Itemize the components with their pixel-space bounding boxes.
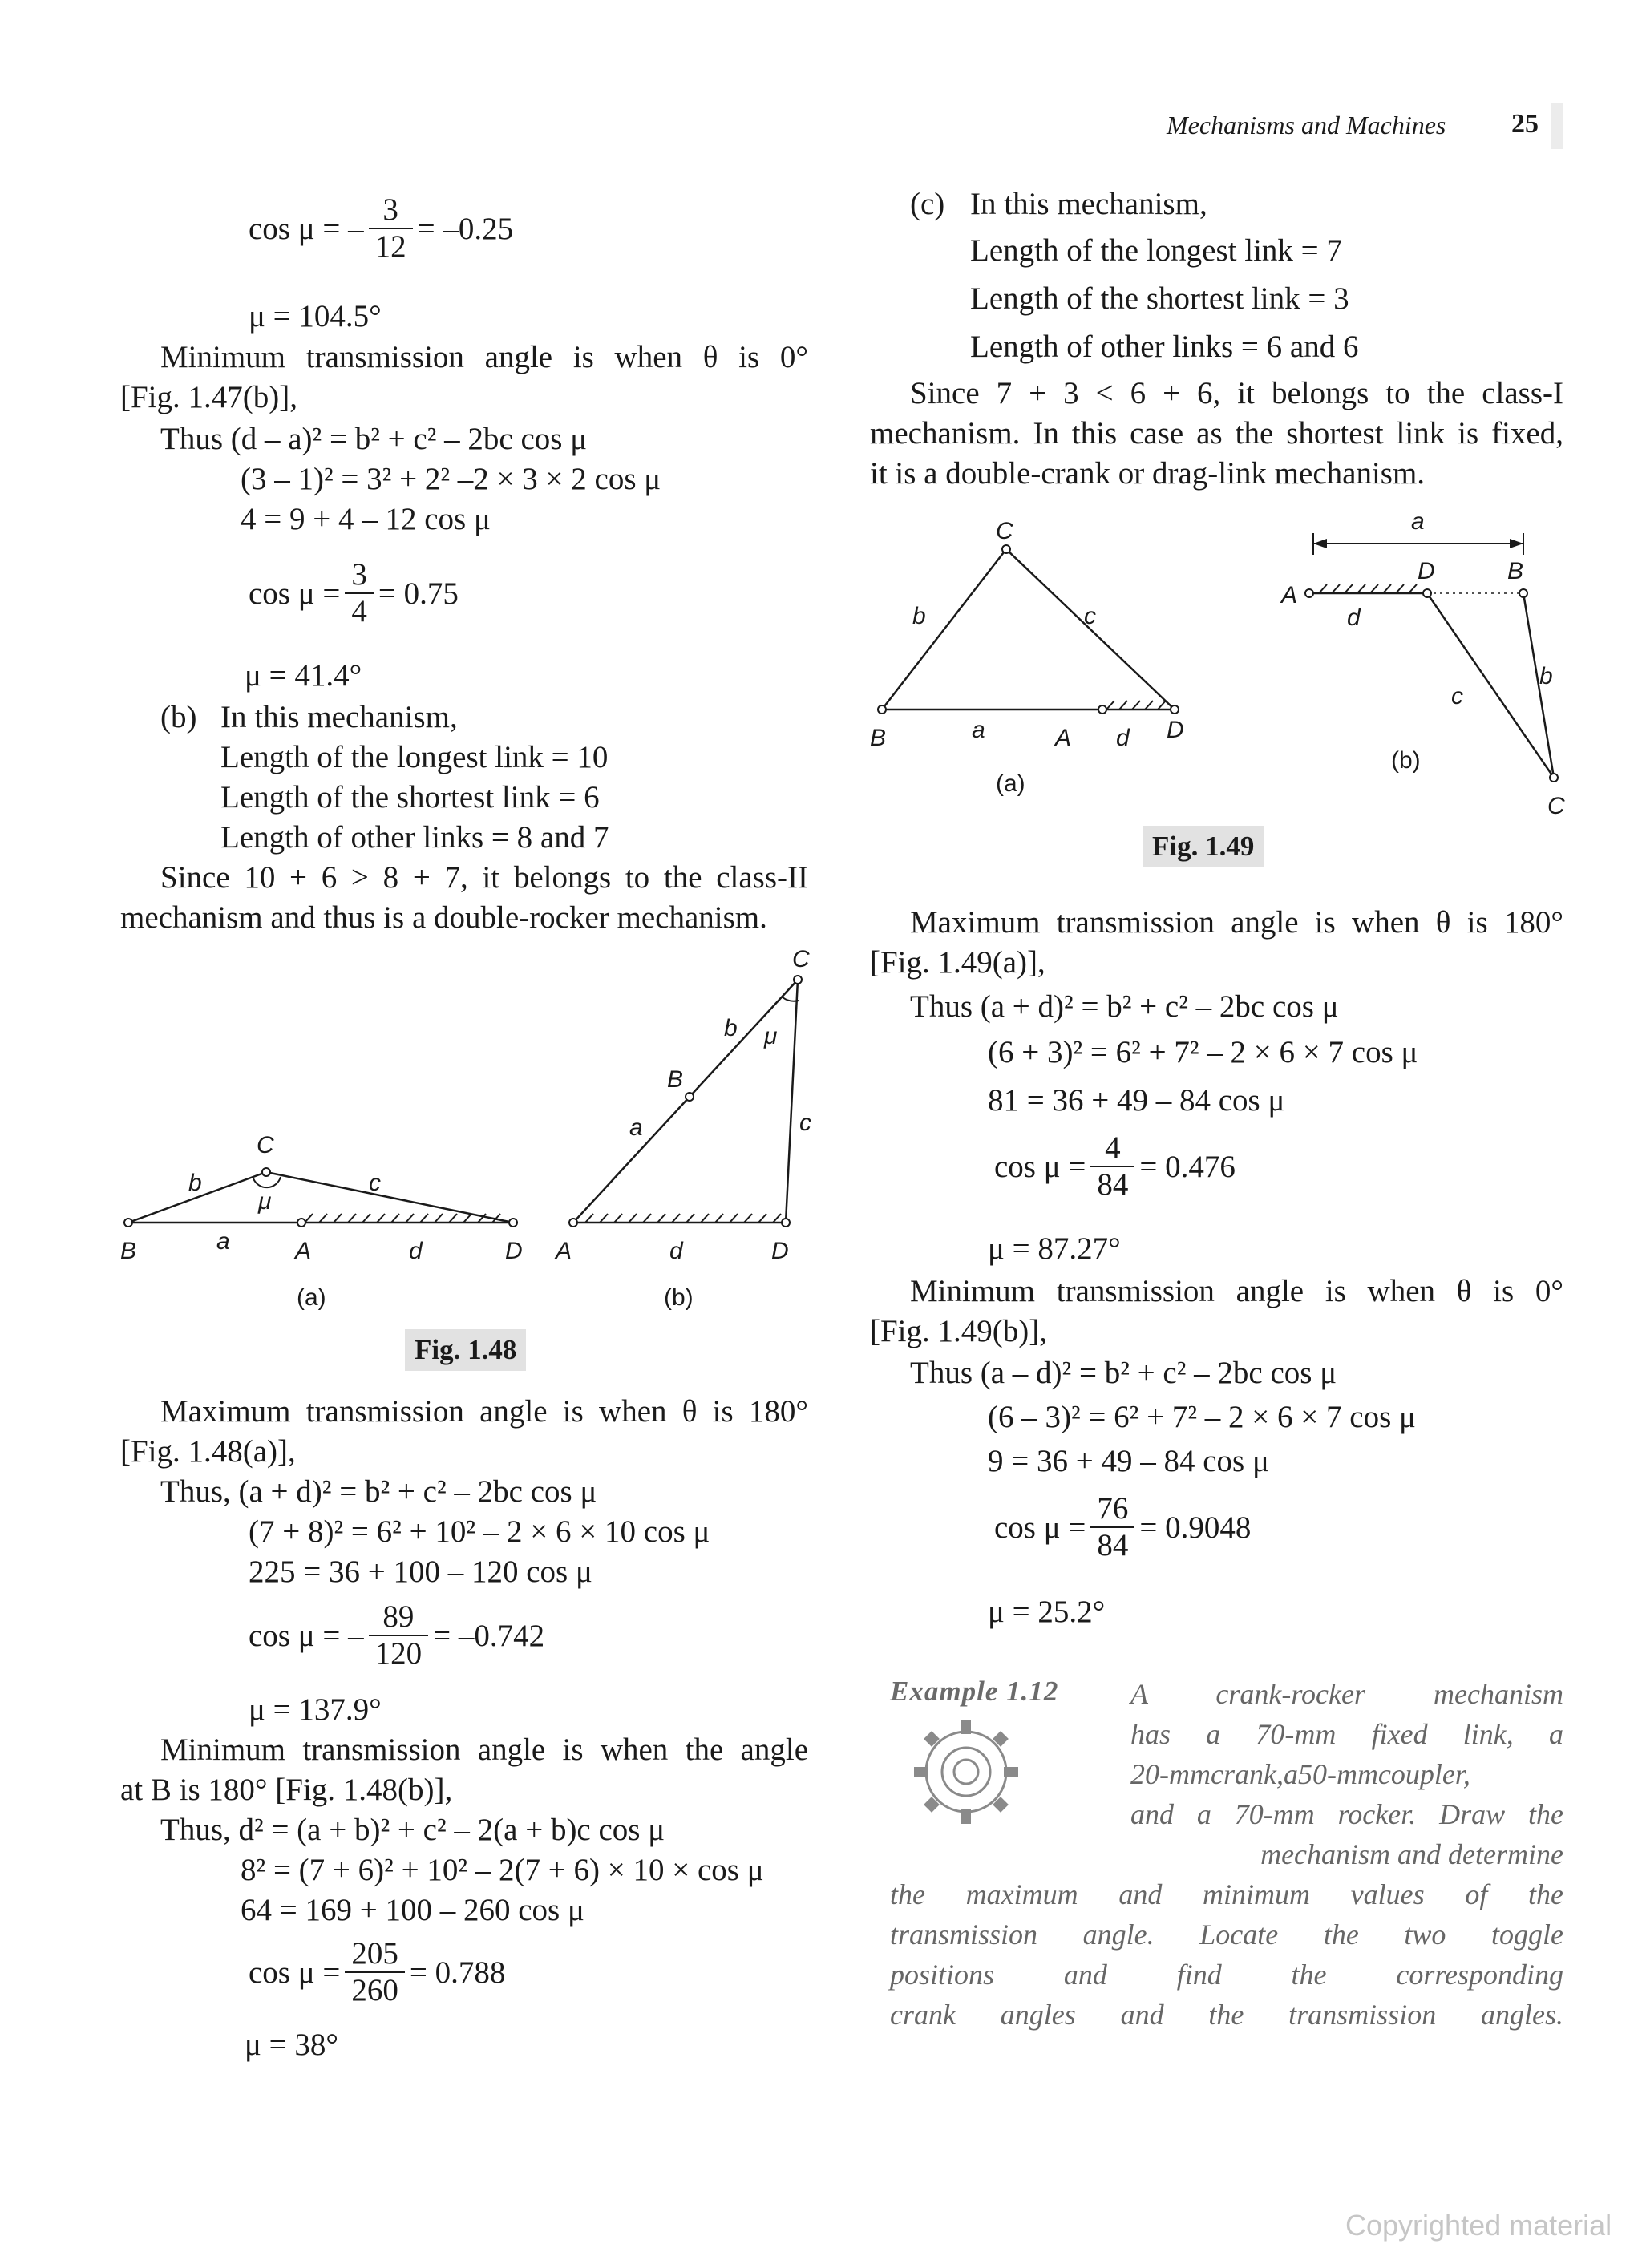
fig-1-48b [554,946,811,1311]
label-A: A [556,1238,572,1264]
paragraph-line: at B is 180° [Fig. 1.48(b)], [120,1773,453,1807]
list-label-b: (b) [160,700,197,734]
paragraph-line: Minimum transmission angle is when θ is 0° [160,340,808,374]
joint-D [509,1219,517,1227]
example-heading: Example 1.12 [890,1676,1059,1707]
equation-cos-mu-5: cos μ = $\frac{4}{84}$ = 0.476 [994,1130,1236,1202]
example-text-line: crank angles and the transmission angles. [890,1999,1563,2031]
example-text-line: transmission angle. Locate the two toggle [890,1918,1563,1951]
paragraph-line: Minimum transmission angle is when θ is 0° [910,1274,1563,1308]
joint-B [878,705,886,714]
equation-line: 9 = 36 + 49 – 84 cos μ [988,1444,1269,1478]
ground-hatch [305,1214,500,1223]
joint-D [1423,589,1431,597]
equation-line: Thus (a – d)² = b² + c² – 2bc cos μ [910,1356,1337,1390]
ground-hatch [1319,584,1417,593]
mu-result-1: μ = 104.5° [249,299,382,334]
example-text-line: 20-mmcrank,a50-mmcoupler, [1130,1758,1470,1790]
joint-B [124,1219,132,1227]
list-label-c: (c) [910,187,945,221]
equation-line: 4 = 9 + 4 – 12 cos μ [241,502,491,536]
equation-cos-mu-3: cos μ = – $\frac{89}{120}$ = –0.742 [249,1599,545,1671]
paragraph-line: Length of the shortest link = 6 [220,780,600,815]
label-a: a [972,717,985,743]
paragraph-line: Length of the shortest link = 3 [970,281,1349,316]
joint-C [1550,774,1558,782]
copyright-notice: Copyrighted material [1345,2209,1612,2242]
page-number: 25 [1511,109,1539,139]
equation-cos-mu-4: cos μ = $\frac{205}{260}$ = 0.788 [249,1936,506,2007]
caption-a: (a) [996,770,1025,797]
label-c: c [799,1110,811,1136]
mu-result-4: μ = 38° [245,2027,338,2062]
page-edge-shade [1551,103,1563,149]
joint-A [1098,705,1106,714]
link-c [266,1172,513,1223]
paragraph-line: mechanism and thus is a double-rocker mechanism. [120,900,767,935]
example-text-line: mechanism and determine [1260,1838,1563,1870]
mu-result-2: μ = 41.4° [245,658,362,693]
label-d: d [1347,604,1361,631]
label-B: B [120,1238,137,1264]
label-b: b [1539,663,1553,689]
paragraph-line: it is a double-crank or drag-link mechanism. [870,456,1426,491]
label-mu: μ [258,1188,272,1215]
label-c: c [369,1170,381,1196]
gear-icon [894,1712,1038,1832]
paragraph-line: Length of other links = 6 and 6 [970,329,1359,364]
label-b: b [188,1170,202,1196]
paragraph-line: Length of the longest link = 10 [220,740,609,774]
label-mu: μ [764,1023,778,1049]
mu-result-3: μ = 137.9° [249,1692,382,1727]
label-A: A [1055,725,1072,751]
label-D: D [1167,717,1184,743]
joint-B [1519,589,1527,597]
label-c: c [1084,603,1096,629]
label-D: D [505,1238,523,1264]
example-text-line: positions and find the corresponding [890,1959,1563,1991]
caption-a: (a) [297,1284,326,1311]
joint-D [1171,705,1179,714]
paragraph-line: [Fig. 1.47(b)], [120,380,297,414]
ground-hatch [1106,701,1166,710]
equation-cos-mu-6: cos μ = $\frac{76}{84}$ = 0.9048 [994,1491,1252,1563]
label-A: A [1281,582,1298,608]
caption-b: (b) [1391,747,1421,774]
label-C: C [257,1132,274,1158]
joint-A [1305,589,1313,597]
label-d: d [669,1238,683,1264]
label-C: C [1547,793,1565,819]
label-A: A [295,1238,312,1264]
paragraph-line: mechanism. In this case as the shortest link is fixed, [870,416,1563,451]
paragraph-line: [Fig. 1.49(a)], [870,945,1045,980]
link-c [1427,593,1554,778]
label-B: B [870,725,887,751]
paragraph-line: In this mechanism, [220,700,458,734]
label-a: a [629,1114,643,1141]
label-C: C [996,518,1013,544]
joint-C [1002,545,1010,553]
fig-1-49a [870,518,1184,797]
fraction: $\frac{3}{12}$ [369,192,413,265]
joint-C [794,976,802,984]
fraction: $\frac{76}{84}$ [1090,1491,1134,1563]
example-text-line: the maximum and minimum values of the [890,1878,1563,1910]
link-a-b [573,980,798,1223]
label-B: B [1507,558,1524,584]
equation-line: 225 = 36 + 100 – 120 cos μ [249,1554,592,1589]
joint-D [782,1219,790,1227]
label-C: C [792,946,810,972]
mu-result-6: μ = 25.2° [988,1595,1106,1629]
example-text-line: has a 70-mm fixed link, a [1130,1718,1563,1750]
paragraph-line: [Fig. 1.48(a)], [120,1434,296,1469]
fig-1-49-diagram [858,505,1579,826]
joint-A [297,1219,305,1227]
label-c: c [1451,683,1463,710]
label-d: d [409,1238,423,1264]
equation-line: (3 – 1)² = 3² + 2² –2 × 3 × 2 cos μ [241,462,661,496]
joint-C [262,1168,270,1176]
fig-1-48-diagram [112,946,834,1331]
paragraph-line: Maximum transmission angle is when θ is 180° [910,905,1563,940]
example-text-line: A crank-rocker mechanism [1130,1678,1563,1710]
paragraph-line: Since 10 + 6 > 8 + 7, it belongs to the class-II [160,860,808,895]
paragraph-line: In this mechanism, [970,187,1207,221]
joint-A [569,1219,577,1227]
ground-hatch [585,1214,781,1223]
equation-cos-mu-2: cos μ = $\frac{3}{4}$ = 0.75 [249,557,459,629]
label-b: b [724,1015,738,1041]
example-text-line: and a 70-mm rocker. Draw the [1130,1798,1563,1830]
figure-caption-1-49: Fig. 1.49 [1143,826,1264,867]
fig-1-48a [120,1132,523,1311]
mu-result-5: μ = 87.27° [988,1231,1121,1266]
label-B: B [667,1066,684,1093]
paragraph-line: Length of other links = 8 and 7 [220,820,609,855]
fraction: $\frac{89}{120}$ [369,1599,429,1672]
running-header: Mechanisms and Machines [1167,111,1446,139]
equation-line: 8² = (7 + 6)² + 10² – 2(7 + 6) × 10 × cos μ [241,1853,764,1887]
fraction: $\frac{4}{84}$ [1090,1130,1134,1203]
equation-line: (6 – 3)² = 6² + 7² – 2 × 6 × 7 cos μ [988,1400,1416,1434]
paragraph-line: [Fig. 1.49(b)], [870,1314,1047,1348]
link-b [882,549,1006,710]
equation-line: Thus (d – a)² = b² + c² – 2bc cos μ [160,422,588,456]
paragraph-line: Maximum transmission angle is when θ is 180° [160,1394,808,1429]
equation-line: Thus (a + d)² = b² + c² – 2bc cos μ [910,989,1339,1024]
label-D: D [1418,558,1435,584]
paragraph-line: Minimum transmission angle is when the angle [160,1732,808,1767]
equation-line: 81 = 36 + 49 – 84 cos μ [988,1083,1285,1118]
paragraph-line: Since 7 + 3 < 6 + 6, it belongs to the class-I [910,376,1563,410]
joint-B [686,1093,694,1101]
equation-line: 64 = 169 + 100 – 260 cos μ [241,1893,584,1927]
fraction: $\frac{3}{4}$ [345,557,374,629]
equation-line: (7 + 8)² = 6² + 10² – 2 × 6 × 10 cos μ [249,1514,710,1549]
label-a: a [1411,508,1425,535]
angle-arc [253,1177,281,1187]
label-a: a [216,1228,230,1255]
paragraph-line: Length of the longest link = 7 [970,233,1342,268]
link-c [1006,549,1175,710]
figure-caption-1-48: Fig. 1.48 [405,1329,526,1371]
label-b: b [912,603,926,629]
fig-1-49b [1280,508,1565,819]
equation-line: Thus, d² = (a + b)² + c² – 2(a + b)c cos μ [160,1813,665,1847]
link-c [786,980,798,1223]
fraction: $\frac{205}{260}$ [345,1936,405,2008]
label-d: d [1116,725,1130,751]
label-D: D [771,1238,789,1264]
equation-line: Thus, (a + d)² = b² + c² – 2bc cos μ [160,1474,597,1509]
caption-b: (b) [664,1284,694,1311]
equation-cos-mu-1: cos μ = – $\frac{3}{12}$ = –0.25 [249,192,514,264]
equation-line: (6 + 3)² = 6² + 7² – 2 × 6 × 7 cos μ [988,1035,1418,1069]
